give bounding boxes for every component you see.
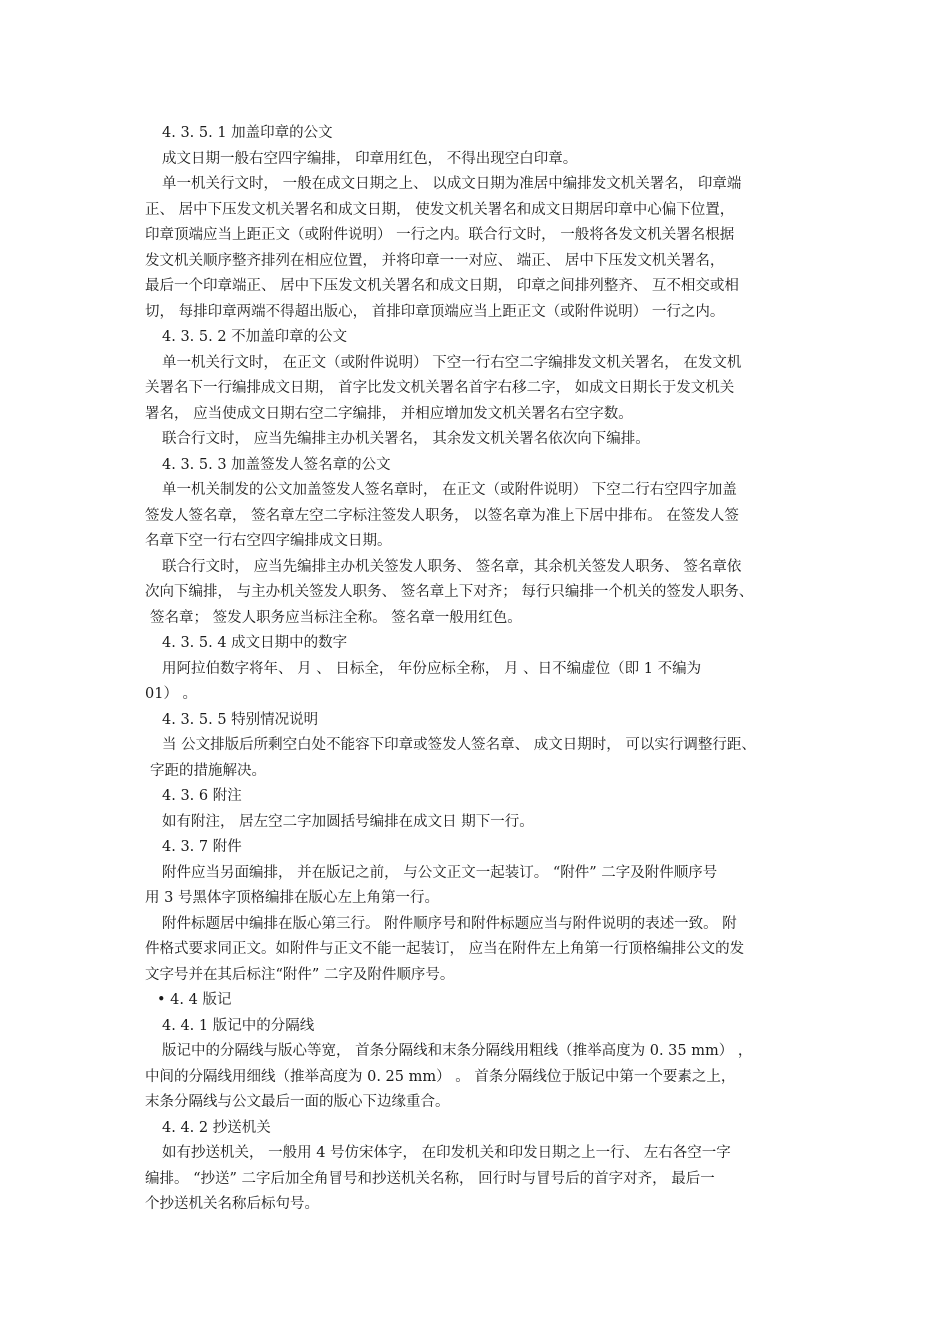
heading-4-3-6: 4. 3. 6 附注 (162, 788, 242, 804)
heading-4-3-7: 4. 3. 7 附件 (162, 839, 242, 855)
paragraph-line: 单一机关行文时， 在正文（或附件说明） 下空一行右空二字编排发文机关署名， 在发文机 (162, 354, 742, 371)
paragraph-line: 正、 居中下压发文机关署名和成文日期， 使发文机关署名和成文日期居印章中心偏下位置， (145, 201, 735, 218)
paragraph-line: 次向下编排， 与主办机关签发人职务、 签名章上下对齐； 每行只编排一个机关的签发人职务、 (145, 584, 754, 600)
paragraph-line: 署名， 应当使成文日期右空二字编排， 并相应增加发文机关署名右空字数。 (145, 405, 633, 422)
paragraph-line: 联合行文时， 应当先编排主办机关签发人职务、 签名章，其余机关签发人职务、 签名章依 (162, 558, 742, 575)
paragraph-line: 关署名下一行编排成文日期， 首字比发文机关署名首字右移二字， 如成文日期长于发文机关 (145, 380, 735, 396)
paragraph-line: 编排。 “抄送” 二字后加全角冒号和抄送机关名称， 回行时与冒号后的首字对齐， 最后一 (145, 1170, 715, 1187)
paragraph-line: 字距的措施解决。 (150, 762, 266, 779)
heading-4-4-2: 4. 4. 2 抄送机关 (162, 1119, 271, 1136)
paragraph-line: 中间的分隔线用细线（推举高度为 0. 25 mm） 。 首条分隔线位于版记中第一个要素之上， (145, 1068, 736, 1085)
paragraph-line: 单一机关制发的公文加盖签发人签名章时， 在正文（或附件说明） 下空二行右空四字加盖 (162, 482, 737, 498)
paragraph-line: 成文日期一般右空四字编排， 印章用红色， 不得出现空白印章。 (162, 150, 578, 167)
paragraph-line: 发文机关顺序整齐排列在相应位置， 并将印章一一对应、 端正、 居中下压发文机关署名， (145, 252, 725, 269)
heading-4-3-5-4: 4. 3. 5. 4 成文日期中的数字 (162, 635, 348, 651)
paragraph-line: 用阿拉伯数字将年、 月 、 日标全， 年份应标全称， 月 、日不编虚位（即 1 不编为 (162, 660, 702, 677)
heading-4-3-5-3: 4. 3. 5. 3 加盖签发人签名章的公文 (162, 456, 391, 473)
paragraph-line: 附件标题居中编排在版心第三行。 附件顺序号和附件标题应当与附件说明的表述一致。 附 (162, 915, 737, 932)
paragraph-line: 签发人签名章， 签名章左空二字标注签发人职务， 以签名章为准上下居中排布。 在签发人签 (145, 507, 739, 524)
paragraph-line: 最后一个印章端正、 居中下压发文机关署名和成文日期， 印章之间排列整齐、 互不相交或相 (145, 278, 739, 294)
paragraph-line: 末条分隔线与公文最后一面的版心下边缘重合。 (145, 1094, 450, 1110)
heading-4-3-5-1: 4. 3. 5. 1 加盖印章的公文 (162, 125, 333, 141)
paragraph-line: 01） 。 (145, 686, 198, 702)
heading-4-3-5-2: 4. 3. 5. 2 不加盖印章的公文 (162, 329, 348, 345)
paragraph-line: 当 公文排版后所剩空白处不能容下印章或签发人签名章、 成文日期时， 可以实行调整行距、 (162, 737, 756, 753)
paragraph-line: 联合行文时， 应当先编排主办机关署名， 其余发文机关署名依次向下编排。 (162, 431, 650, 447)
paragraph-line: 个抄送机关名称后标句号。 (145, 1196, 319, 1212)
paragraph-line: 印章顶端应当上距正文（或附件说明） 一行之内。联合行文时， 一般将各发文机关署名根据 (145, 227, 735, 243)
paragraph-line: 件格式要求同正文。如附件与正文不能一起装订， 应当在附件左上角第一行顶格编排公文的发 (145, 941, 745, 957)
paragraph-line: 附件应当另面编排， 并在版记之前， 与公文正文一起装订。 “附件” 二字及附件顺序号 (162, 864, 718, 881)
heading-4-4-1: 4. 4. 1 版记中的分隔线 (162, 1017, 315, 1034)
heading-4-4: • 4. 4 版记 (157, 992, 232, 1008)
paragraph-line: 签名章； 签发人职务应当标注全称。 签名章一般用红色。 (150, 609, 522, 626)
heading-4-3-5-5: 4. 3. 5. 5 特别情况说明 (162, 711, 319, 728)
paragraph-line: 名章下空一行右空四字编排成文日期。 (145, 533, 392, 549)
paragraph-line: 文字号并在其后标注“附件” 二字及附件顺序号。 (145, 966, 455, 983)
paragraph-line: 版记中的分隔线与版心等宽， 首条分隔线和末条分隔线用粗线（推举高度为 0. 35 mm） ， (162, 1043, 753, 1059)
paragraph-line: 单一机关行文时， 一般在成文日期之上、 以成文日期为准居中编排发文机关署名， 印章端 (162, 176, 742, 192)
paragraph-line: 用 3 号黑体字顶格编排在版心左上角第一行。 (145, 890, 439, 906)
paragraph-line: 如有抄送机关， 一般用 4 号仿宋体字， 在印发机关和印发日期之上一行、 左右各空一字 (162, 1145, 731, 1161)
paragraph-line: 如有附注， 居左空二字加圆括号编排在成文日 期下一行。 (162, 813, 534, 830)
paragraph-line: 切， 每排印章两端不得超出版心， 首排印章顶端应当上距正文（或附件说明） 一行之内。 (145, 303, 725, 320)
